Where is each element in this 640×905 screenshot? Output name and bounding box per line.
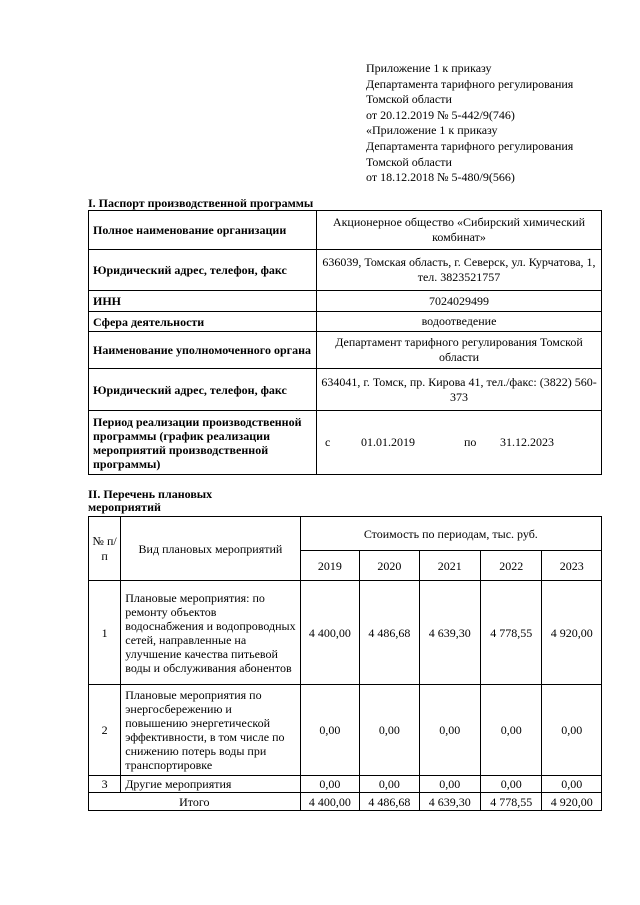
table-row (89, 312, 602, 332)
table-row (89, 411, 602, 475)
row-value: 7024029499 (317, 291, 602, 312)
header-line: Томской области (366, 92, 452, 107)
header-line: Приложение 1 к приказу (366, 61, 492, 75)
table-row (89, 332, 602, 369)
header-line: «Приложение 1 к приказу (366, 123, 498, 138)
table-row (89, 211, 602, 250)
plan-table (88, 516, 602, 811)
period-label: Период реализации производственной программы (график реализации мероприятий производственной программы) (89, 411, 317, 475)
year-header: 2022 (481, 551, 542, 581)
row-value: водоотведение (317, 312, 602, 332)
col-num-header: № п/п (89, 517, 121, 581)
row-value: 0,00 (419, 685, 480, 776)
row-name: Плановые мероприятия по энергосбережению и повышению энергетической эффективности, в том числе по снижению потерь воды при транспортировке (121, 685, 300, 776)
header-line: Департамента тарифного регулирования (366, 76, 574, 91)
table-row (89, 776, 602, 793)
header-line: Томской области (366, 154, 452, 169)
row-name: Плановые мероприятия: по ремонту объектов водоснабжения и водопроводных сетей, направленные на улучшение качества питьевой воды и обслуживания абонентов (121, 581, 300, 685)
total-value: 4 639,30 (419, 793, 480, 811)
table-row (89, 291, 602, 312)
row-value: 4 920,00 (542, 581, 602, 685)
row-name: Другие мероприятия (121, 776, 300, 793)
row-value: Департамент тарифного регулирования Томской области (317, 332, 602, 369)
total-value: 4 486,68 (360, 793, 419, 811)
year-header: 2019 (300, 551, 359, 581)
row-label: Полное наименование организации (89, 211, 317, 250)
table-row (89, 685, 602, 776)
year-header: 2021 (419, 551, 480, 581)
row-label: Юридический адрес, телефон, факс (89, 369, 317, 411)
col-cost-header: Стоимость по периодам, тыс. руб. (300, 517, 601, 551)
section-2-title: II. Перечень плановых мероприятий (88, 487, 213, 514)
table-row (89, 250, 602, 291)
header-line: от 18.12.2018 № 5-480/9(566) (366, 170, 515, 185)
header-line: от 20.12.2019 № 5-442/9(746) (366, 107, 515, 122)
row-value: 0,00 (360, 685, 419, 776)
table-header-row (89, 517, 602, 551)
row-value: 4 486,68 (360, 581, 419, 685)
row-value: 0,00 (419, 776, 480, 793)
row-num: 3 (89, 776, 121, 793)
row-num: 2 (89, 685, 121, 776)
row-label: Наименование уполномоченного органа (89, 332, 317, 369)
section-1-title: I. Паспорт производственной программы (88, 196, 314, 210)
row-value: 0,00 (300, 685, 359, 776)
table-row (89, 581, 602, 685)
total-value: 4 778,55 (481, 793, 542, 811)
document-header (366, 61, 573, 186)
row-value: 0,00 (360, 776, 419, 793)
period-to-date: 31.12.2023 (500, 435, 554, 449)
col-name-header: Вид плановых мероприятий (121, 517, 300, 581)
total-row (89, 793, 602, 811)
row-value: 0,00 (542, 776, 602, 793)
total-label: Итого (89, 793, 301, 811)
row-value: 0,00 (481, 685, 542, 776)
period-from-date: 01.01.2019 (361, 435, 415, 449)
period-value (317, 411, 602, 475)
year-header: 2023 (542, 551, 602, 581)
row-value: 634041, г. Томск, пр. Кирова 41, тел./факс: (3822) 560-373 (317, 369, 602, 411)
row-value: 0,00 (300, 776, 359, 793)
row-label: Юридический адрес, телефон, факс (89, 250, 317, 291)
total-value: 4 920,00 (542, 793, 602, 811)
row-label: ИНН (89, 291, 317, 312)
passport-table (88, 210, 602, 475)
row-value: 0,00 (542, 685, 602, 776)
year-header: 2020 (360, 551, 419, 581)
header-line: Департамента тарифного регулирования (366, 138, 574, 153)
row-label: Сфера деятельности (89, 312, 317, 332)
row-value: 4 639,30 (419, 581, 480, 685)
row-value: 636039, Томская область, г. Северск, ул. Курчатова, 1, тел. 3823521757 (317, 250, 602, 291)
row-value: 0,00 (481, 776, 542, 793)
table-row (89, 369, 602, 411)
row-value: Акционерное общество «Сибирский химический комбинат» (317, 211, 602, 250)
row-num: 1 (89, 581, 121, 685)
period-to-word: по (464, 435, 477, 449)
row-value: 4 400,00 (300, 581, 359, 685)
row-value: 4 778,55 (481, 581, 542, 685)
period-from-word: с (325, 435, 331, 449)
total-value: 4 400,00 (300, 793, 359, 811)
